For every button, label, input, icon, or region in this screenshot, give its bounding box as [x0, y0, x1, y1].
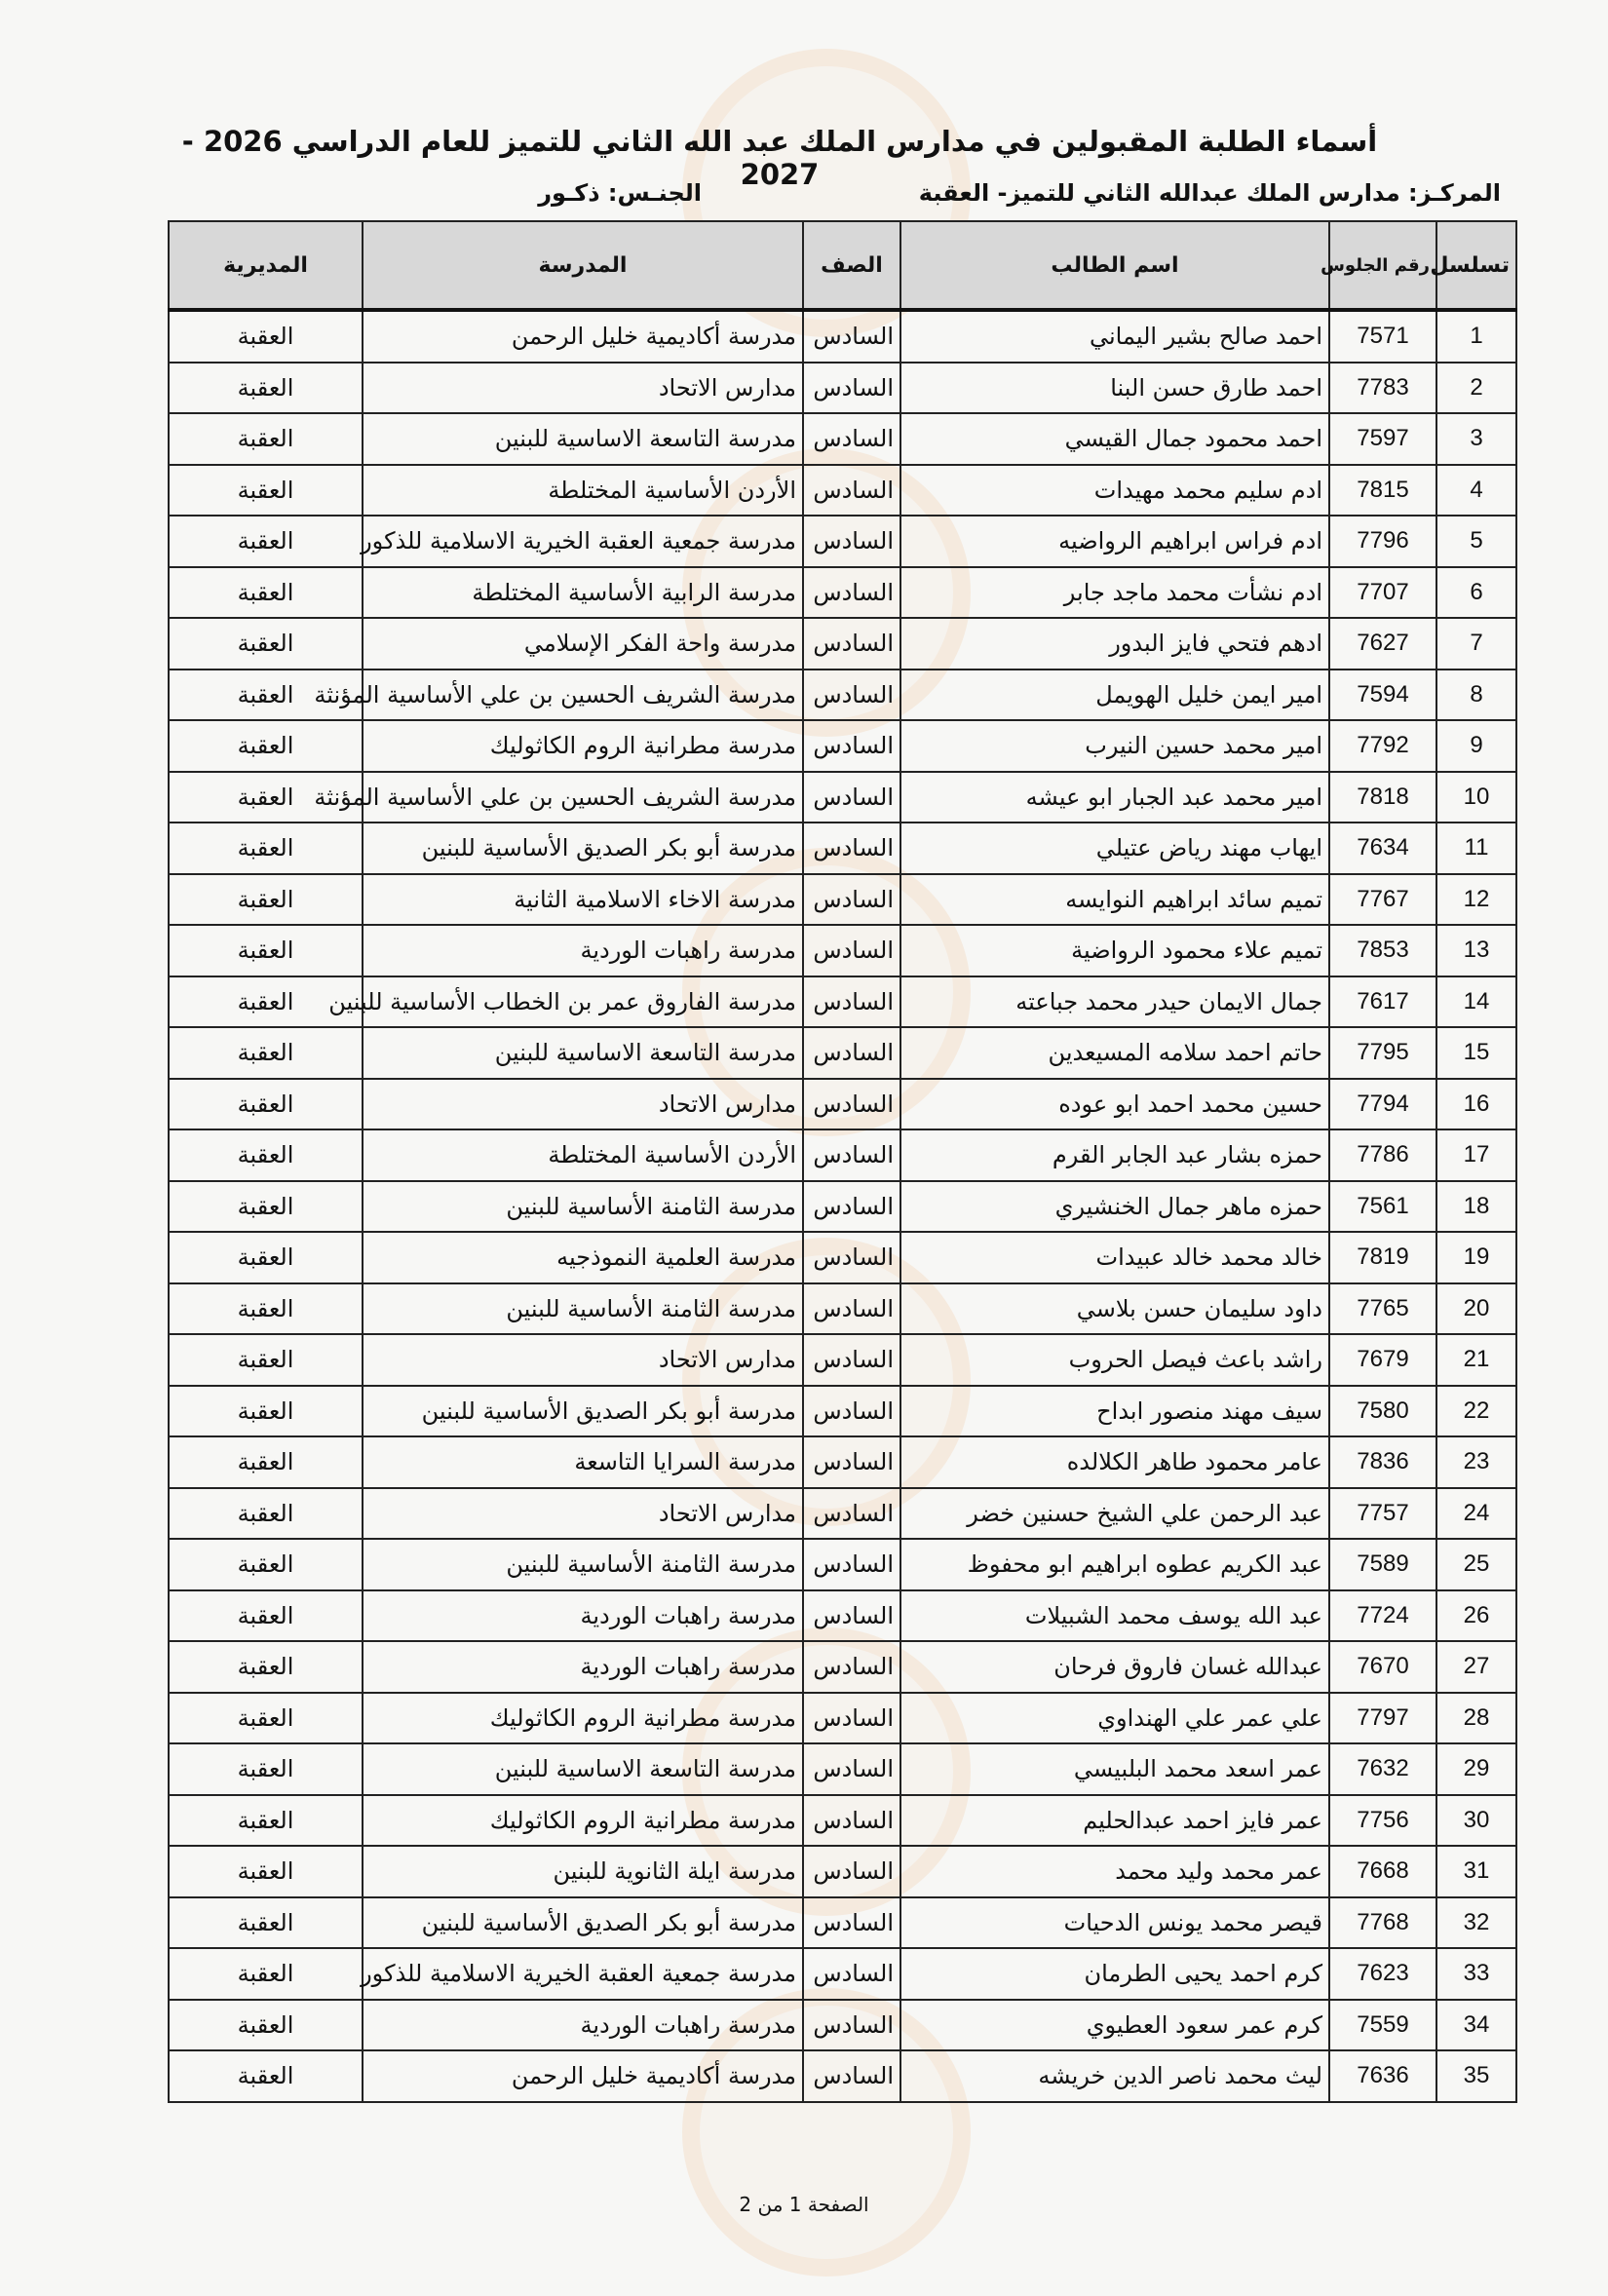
seat-number-cell: 7668	[1329, 1846, 1436, 1897]
directorate-cell: العقبة	[169, 567, 363, 619]
school-cell: مدرسة ايلة الثانوية للبنين	[363, 1846, 803, 1897]
school-cell: مدرسة واحة الفكر الإسلامي	[363, 618, 803, 670]
table-row	[169, 1795, 1516, 1847]
school-cell: مدرسة الرابية الأساسية المختلطة	[363, 567, 803, 619]
header-seat: رقم الجلوس	[1329, 221, 1436, 310]
directorate-cell: العقبة	[169, 1795, 363, 1847]
seq-cell: 7	[1436, 618, 1516, 670]
student-name-cell: ادم سليم محمد مهيدات	[900, 465, 1329, 517]
student-name-cell: امير ايمن خليل الهويمل	[900, 670, 1329, 721]
school-cell: مدرسة مطرانية الروم الكاثوليك	[363, 1693, 803, 1744]
seat-number-cell: 7679	[1329, 1334, 1436, 1386]
school-cell: مدرسة التاسعة الاساسية للبنين	[363, 1743, 803, 1795]
school-cell: مدرسة راهبات الوردية	[363, 1590, 803, 1642]
table-row	[169, 976, 1516, 1028]
table-row	[169, 310, 1516, 363]
seq-cell: 35	[1436, 2050, 1516, 2102]
school-cell: مدرسة التاسعة الاساسية للبنين	[363, 413, 803, 465]
directorate-cell: العقبة	[169, 1948, 363, 2000]
seq-cell: 15	[1436, 1027, 1516, 1079]
student-name-cell: حسين محمد احمد ابو عوده	[900, 1079, 1329, 1130]
directorate-cell: العقبة	[169, 310, 363, 363]
grade-cell: السادس	[803, 310, 900, 363]
student-name-cell: كرم عمر سعود العطيوي	[900, 2000, 1329, 2051]
page-footer: الصفحة 1 من 2	[739, 2193, 869, 2216]
grade-cell: السادس	[803, 2050, 900, 2102]
school-cell: مدرسة الشريف الحسين بن علي الأساسية المؤنثة	[363, 772, 803, 823]
directorate-cell: العقبة	[169, 874, 363, 926]
grade-cell: السادس	[803, 1488, 900, 1540]
student-name-cell: عامر محمود طاهر الكلالده	[900, 1436, 1329, 1488]
table-row	[169, 1129, 1516, 1181]
directorate-cell: العقبة	[169, 1386, 363, 1437]
seq-cell: 17	[1436, 1129, 1516, 1181]
student-name-cell: راشد باعث فيصل الحروب	[900, 1334, 1329, 1386]
student-name-cell: ادم نشأت محمد ماجد جابر	[900, 567, 1329, 619]
student-name-cell: تميم علاء محمود الرواضية	[900, 925, 1329, 976]
directorate-cell: العقبة	[169, 772, 363, 823]
student-name-cell: حمزه بشار عبد الجابر القرم	[900, 1129, 1329, 1181]
header-name: اسم الطالب	[900, 221, 1329, 310]
school-cell: مدرسة جمعية العقبة الخيرية الاسلامية للذكور	[363, 1948, 803, 2000]
student-name-cell: حمزه ماهر جمال الخنشيري	[900, 1181, 1329, 1233]
table-row	[169, 1539, 1516, 1590]
seq-cell: 3	[1436, 413, 1516, 465]
grade-cell: السادس	[803, 925, 900, 976]
seq-cell: 14	[1436, 976, 1516, 1028]
school-cell: مدرسة الثامنة الأساسية للبنين	[363, 1539, 803, 1590]
seq-cell: 13	[1436, 925, 1516, 976]
grade-cell: السادس	[803, 1129, 900, 1181]
student-name-cell: قيصر محمد يونس الدحيات	[900, 1897, 1329, 1949]
student-name-cell: كرم احمد يحيى الطرمان	[900, 1948, 1329, 2000]
grade-cell: السادس	[803, 670, 900, 721]
seq-cell: 21	[1436, 1334, 1516, 1386]
table-row	[169, 1948, 1516, 2000]
seq-cell: 28	[1436, 1693, 1516, 1744]
directorate-cell: العقبة	[169, 1897, 363, 1949]
table-row	[169, 772, 1516, 823]
seq-cell: 33	[1436, 1948, 1516, 2000]
seat-number-cell: 7670	[1329, 1641, 1436, 1693]
seq-cell: 9	[1436, 720, 1516, 772]
seq-cell: 8	[1436, 670, 1516, 721]
school-cell: مدارس الاتحاد	[363, 363, 803, 414]
grade-cell: السادس	[803, 1641, 900, 1693]
table-row	[169, 1488, 1516, 1540]
grade-cell: السادس	[803, 1436, 900, 1488]
grade-cell: السادس	[803, 976, 900, 1028]
school-cell: الأردن الأساسية المختلطة	[363, 465, 803, 517]
directorate-cell: العقبة	[169, 1539, 363, 1590]
directorate-cell: العقبة	[169, 1641, 363, 1693]
seq-cell: 34	[1436, 2000, 1516, 2051]
school-cell: مدرسة الشريف الحسين بن علي الأساسية المؤنثة	[363, 670, 803, 721]
table-row	[169, 1743, 1516, 1795]
seat-number-cell: 7580	[1329, 1386, 1436, 1437]
directorate-cell: العقبة	[169, 1129, 363, 1181]
school-cell: مدرسة راهبات الوردية	[363, 1641, 803, 1693]
center-label: المركـز: مدارس الملك عبدالله الثاني للتميز- العقبة	[918, 179, 1501, 207]
school-cell: مدرسة الفاروق عمر بن الخطاب الأساسية للبنين	[363, 976, 803, 1028]
seat-number-cell: 7819	[1329, 1232, 1436, 1283]
table-header-row	[169, 221, 1516, 310]
seat-number-cell: 7632	[1329, 1743, 1436, 1795]
seat-number-cell: 7707	[1329, 567, 1436, 619]
seq-cell: 16	[1436, 1079, 1516, 1130]
grade-cell: السادس	[803, 363, 900, 414]
school-cell: مدرسة مطرانية الروم الكاثوليك	[363, 720, 803, 772]
seat-number-cell: 7623	[1329, 1948, 1436, 2000]
seat-number-cell: 7724	[1329, 1590, 1436, 1642]
grade-cell: السادس	[803, 1743, 900, 1795]
table-row	[169, 465, 1516, 517]
directorate-cell: العقبة	[169, 976, 363, 1028]
seat-number-cell: 7796	[1329, 516, 1436, 567]
school-cell: مدرسة السرايا التاسعة	[363, 1436, 803, 1488]
seat-number-cell: 7795	[1329, 1027, 1436, 1079]
student-name-cell: عبد الكريم عطوه ابراهيم ابو محفوظ	[900, 1539, 1329, 1590]
table-row	[169, 1693, 1516, 1744]
seq-cell: 27	[1436, 1641, 1516, 1693]
seq-cell: 24	[1436, 1488, 1516, 1540]
grade-cell: السادس	[803, 1795, 900, 1847]
student-name-cell: علي عمر علي الهنداوي	[900, 1693, 1329, 1744]
seat-number-cell: 7765	[1329, 1283, 1436, 1335]
table-row	[169, 1232, 1516, 1283]
school-cell: مدرسة أكاديمية خليل الرحمن	[363, 2050, 803, 2102]
grade-cell: السادس	[803, 720, 900, 772]
directorate-cell: العقبة	[169, 1436, 363, 1488]
student-name-cell: خالد محمد خالد عبيدات	[900, 1232, 1329, 1283]
table-row	[169, 1641, 1516, 1693]
school-cell: مدرسة الاخاء الاسلامية الثانية	[363, 874, 803, 926]
grade-cell: السادس	[803, 567, 900, 619]
students-table	[168, 220, 1517, 2103]
seq-cell: 4	[1436, 465, 1516, 517]
seat-number-cell: 7836	[1329, 1436, 1436, 1488]
directorate-cell: العقبة	[169, 1232, 363, 1283]
seq-cell: 20	[1436, 1283, 1516, 1335]
seq-cell: 5	[1436, 516, 1516, 567]
seat-number-cell: 7767	[1329, 874, 1436, 926]
seat-number-cell: 7797	[1329, 1693, 1436, 1744]
directorate-cell: العقبة	[169, 465, 363, 517]
student-name-cell: عمر اسعد محمد البلبيسي	[900, 1743, 1329, 1795]
student-name-cell: ادم فراس ابراهيم الرواضيه	[900, 516, 1329, 567]
directorate-cell: العقبة	[169, 1846, 363, 1897]
grade-cell: السادس	[803, 874, 900, 926]
grade-cell: السادس	[803, 413, 900, 465]
seat-number-cell: 7617	[1329, 976, 1436, 1028]
school-cell: مدارس الاتحاد	[363, 1488, 803, 1540]
school-cell: مدرسة التاسعة الاساسية للبنين	[363, 1027, 803, 1079]
seq-cell: 29	[1436, 1743, 1516, 1795]
student-name-cell: ايهاب مهند رياض عتيلي	[900, 823, 1329, 874]
directorate-cell: العقبة	[169, 1488, 363, 1540]
seq-cell: 18	[1436, 1181, 1516, 1233]
seq-cell: 32	[1436, 1897, 1516, 1949]
school-cell: مدرسة راهبات الوردية	[363, 925, 803, 976]
seq-cell: 1	[1436, 310, 1516, 363]
header-directorate: المديرية	[169, 221, 363, 310]
seq-cell: 30	[1436, 1795, 1516, 1847]
table-row	[169, 1027, 1516, 1079]
directorate-cell: العقبة	[169, 1743, 363, 1795]
seq-cell: 11	[1436, 823, 1516, 874]
directorate-cell: العقبة	[169, 2050, 363, 2102]
school-cell: مدرسة أكاديمية خليل الرحمن	[363, 310, 803, 363]
directorate-cell: العقبة	[169, 1283, 363, 1335]
table-row	[169, 1846, 1516, 1897]
seq-cell: 12	[1436, 874, 1516, 926]
grade-cell: السادس	[803, 2000, 900, 2051]
seat-number-cell: 7757	[1329, 1488, 1436, 1540]
directorate-cell: العقبة	[169, 1334, 363, 1386]
school-cell: مدرسة مطرانية الروم الكاثوليك	[363, 1795, 803, 1847]
seat-number-cell: 7597	[1329, 413, 1436, 465]
table-row	[169, 2050, 1516, 2102]
student-name-cell: داود سليمان حسن بلاسي	[900, 1283, 1329, 1335]
directorate-cell: العقبة	[169, 823, 363, 874]
seat-number-cell: 7571	[1329, 310, 1436, 363]
school-cell: مدرسة أبو بكر الصديق الأساسية للبنين	[363, 1897, 803, 1949]
seat-number-cell: 7634	[1329, 823, 1436, 874]
seat-number-cell: 7756	[1329, 1795, 1436, 1847]
seat-number-cell: 7768	[1329, 1897, 1436, 1949]
grade-cell: السادس	[803, 1283, 900, 1335]
grade-cell: السادس	[803, 1693, 900, 1744]
table-row	[169, 363, 1516, 414]
grade-cell: السادس	[803, 618, 900, 670]
header-school: المدرسة	[363, 221, 803, 310]
page-title: أسماء الطلبة المقبولين في مدارس الملك عبد الله الثاني للتميز للعام الدراسي 2026 - 2027	[181, 125, 1378, 191]
seq-cell: 10	[1436, 772, 1516, 823]
table-row	[169, 823, 1516, 874]
directorate-cell: العقبة	[169, 363, 363, 414]
directorate-cell: العقبة	[169, 618, 363, 670]
table-row	[169, 1897, 1516, 1949]
directorate-cell: العقبة	[169, 1693, 363, 1744]
grade-cell: السادس	[803, 1232, 900, 1283]
school-cell: مدرسة العلمية النموذجيه	[363, 1232, 803, 1283]
grade-cell: السادس	[803, 1846, 900, 1897]
seat-number-cell: 7853	[1329, 925, 1436, 976]
school-cell: مدرسة راهبات الوردية	[363, 2000, 803, 2051]
table-row	[169, 1590, 1516, 1642]
seq-cell: 25	[1436, 1539, 1516, 1590]
table-row	[169, 1386, 1516, 1437]
school-cell: مدرسة جمعية العقبة الخيرية الاسلامية للذكور	[363, 516, 803, 567]
grade-cell: السادس	[803, 1079, 900, 1130]
seat-number-cell: 7559	[1329, 2000, 1436, 2051]
directorate-cell: العقبة	[169, 413, 363, 465]
student-name-cell: امير محمد حسين النيرب	[900, 720, 1329, 772]
grade-cell: السادس	[803, 516, 900, 567]
directorate-cell: العقبة	[169, 720, 363, 772]
table-row	[169, 670, 1516, 721]
grade-cell: السادس	[803, 1948, 900, 2000]
grade-cell: السادس	[803, 772, 900, 823]
student-name-cell: جمال الايمان حيدر محمد جباعته	[900, 976, 1329, 1028]
directorate-cell: العقبة	[169, 1027, 363, 1079]
directorate-cell: العقبة	[169, 670, 363, 721]
seat-number-cell: 7594	[1329, 670, 1436, 721]
gender-label: الجنـس: ذكـور	[538, 179, 702, 207]
seat-number-cell: 7792	[1329, 720, 1436, 772]
student-name-cell: عبد الرحمن علي الشيخ حسنين خضر	[900, 1488, 1329, 1540]
grade-cell: السادس	[803, 1897, 900, 1949]
table-row	[169, 1334, 1516, 1386]
school-cell: مدرسة الثامنة الأساسية للبنين	[363, 1283, 803, 1335]
table-row	[169, 925, 1516, 976]
student-name-cell: ليث محمد ناصر الدين خريشه	[900, 2050, 1329, 2102]
student-name-cell: ادهم فتحي فايز البدور	[900, 618, 1329, 670]
directorate-cell: العقبة	[169, 2000, 363, 2051]
seat-number-cell: 7636	[1329, 2050, 1436, 2102]
grade-cell: السادس	[803, 1181, 900, 1233]
school-cell: مدرسة الثامنة الأساسية للبنين	[363, 1181, 803, 1233]
seq-cell: 19	[1436, 1232, 1516, 1283]
seq-cell: 6	[1436, 567, 1516, 619]
school-cell: مدرسة أبو بكر الصديق الأساسية للبنين	[363, 1386, 803, 1437]
directorate-cell: العقبة	[169, 1590, 363, 1642]
student-name-cell: عمر محمد وليد محمد	[900, 1846, 1329, 1897]
grade-cell: السادس	[803, 1027, 900, 1079]
grade-cell: السادس	[803, 1334, 900, 1386]
seat-number-cell: 7589	[1329, 1539, 1436, 1590]
table-row	[169, 1079, 1516, 1130]
seq-cell: 2	[1436, 363, 1516, 414]
student-name-cell: عبدالله غسان فاروق فرحان	[900, 1641, 1329, 1693]
table-row	[169, 2000, 1516, 2051]
grade-cell: السادس	[803, 465, 900, 517]
school-cell: الأردن الأساسية المختلطة	[363, 1129, 803, 1181]
grade-cell: السادس	[803, 1539, 900, 1590]
seat-number-cell: 7561	[1329, 1181, 1436, 1233]
seq-cell: 26	[1436, 1590, 1516, 1642]
school-cell: مدارس الاتحاد	[363, 1079, 803, 1130]
directorate-cell: العقبة	[169, 516, 363, 567]
header-seq: تسلسل	[1436, 221, 1516, 310]
seat-number-cell: 7815	[1329, 465, 1436, 517]
table-row	[169, 516, 1516, 567]
grade-cell: السادس	[803, 1386, 900, 1437]
student-name-cell: حاتم احمد سلامه المسيعدين	[900, 1027, 1329, 1079]
directorate-cell: العقبة	[169, 1181, 363, 1233]
seat-number-cell: 7627	[1329, 618, 1436, 670]
school-cell: مدارس الاتحاد	[363, 1334, 803, 1386]
subheader	[166, 179, 1501, 214]
student-name-cell: تميم سائد ابراهيم النوايسه	[900, 874, 1329, 926]
directorate-cell: العقبة	[169, 925, 363, 976]
seq-cell: 23	[1436, 1436, 1516, 1488]
student-name-cell: عبد الله يوسف محمد الشبيلات	[900, 1590, 1329, 1642]
student-name-cell: امير محمد عبد الجبار ابو عيشه	[900, 772, 1329, 823]
table-row	[169, 618, 1516, 670]
seat-number-cell: 7794	[1329, 1079, 1436, 1130]
seat-number-cell: 7818	[1329, 772, 1436, 823]
student-name-cell: سيف مهند منصور ابداح	[900, 1386, 1329, 1437]
table-row	[169, 720, 1516, 772]
directorate-cell: العقبة	[169, 1079, 363, 1130]
student-name-cell: احمد صالح بشير اليماني	[900, 310, 1329, 363]
table-row	[169, 874, 1516, 926]
table-row	[169, 413, 1516, 465]
seat-number-cell: 7783	[1329, 363, 1436, 414]
student-name-cell: احمد محمود جمال القيسي	[900, 413, 1329, 465]
student-name-cell: احمد طارق حسن البنا	[900, 363, 1329, 414]
header-grade: الصف	[803, 221, 900, 310]
grade-cell: السادس	[803, 823, 900, 874]
seq-cell: 22	[1436, 1386, 1516, 1437]
table-row	[169, 1436, 1516, 1488]
school-cell: مدرسة أبو بكر الصديق الأساسية للبنين	[363, 823, 803, 874]
table-row	[169, 1181, 1516, 1233]
grade-cell: السادس	[803, 1590, 900, 1642]
table-row	[169, 1283, 1516, 1335]
student-name-cell: عمر فايز احمد عبدالحليم	[900, 1795, 1329, 1847]
table-row	[169, 567, 1516, 619]
seat-number-cell: 7786	[1329, 1129, 1436, 1181]
seq-cell: 31	[1436, 1846, 1516, 1897]
